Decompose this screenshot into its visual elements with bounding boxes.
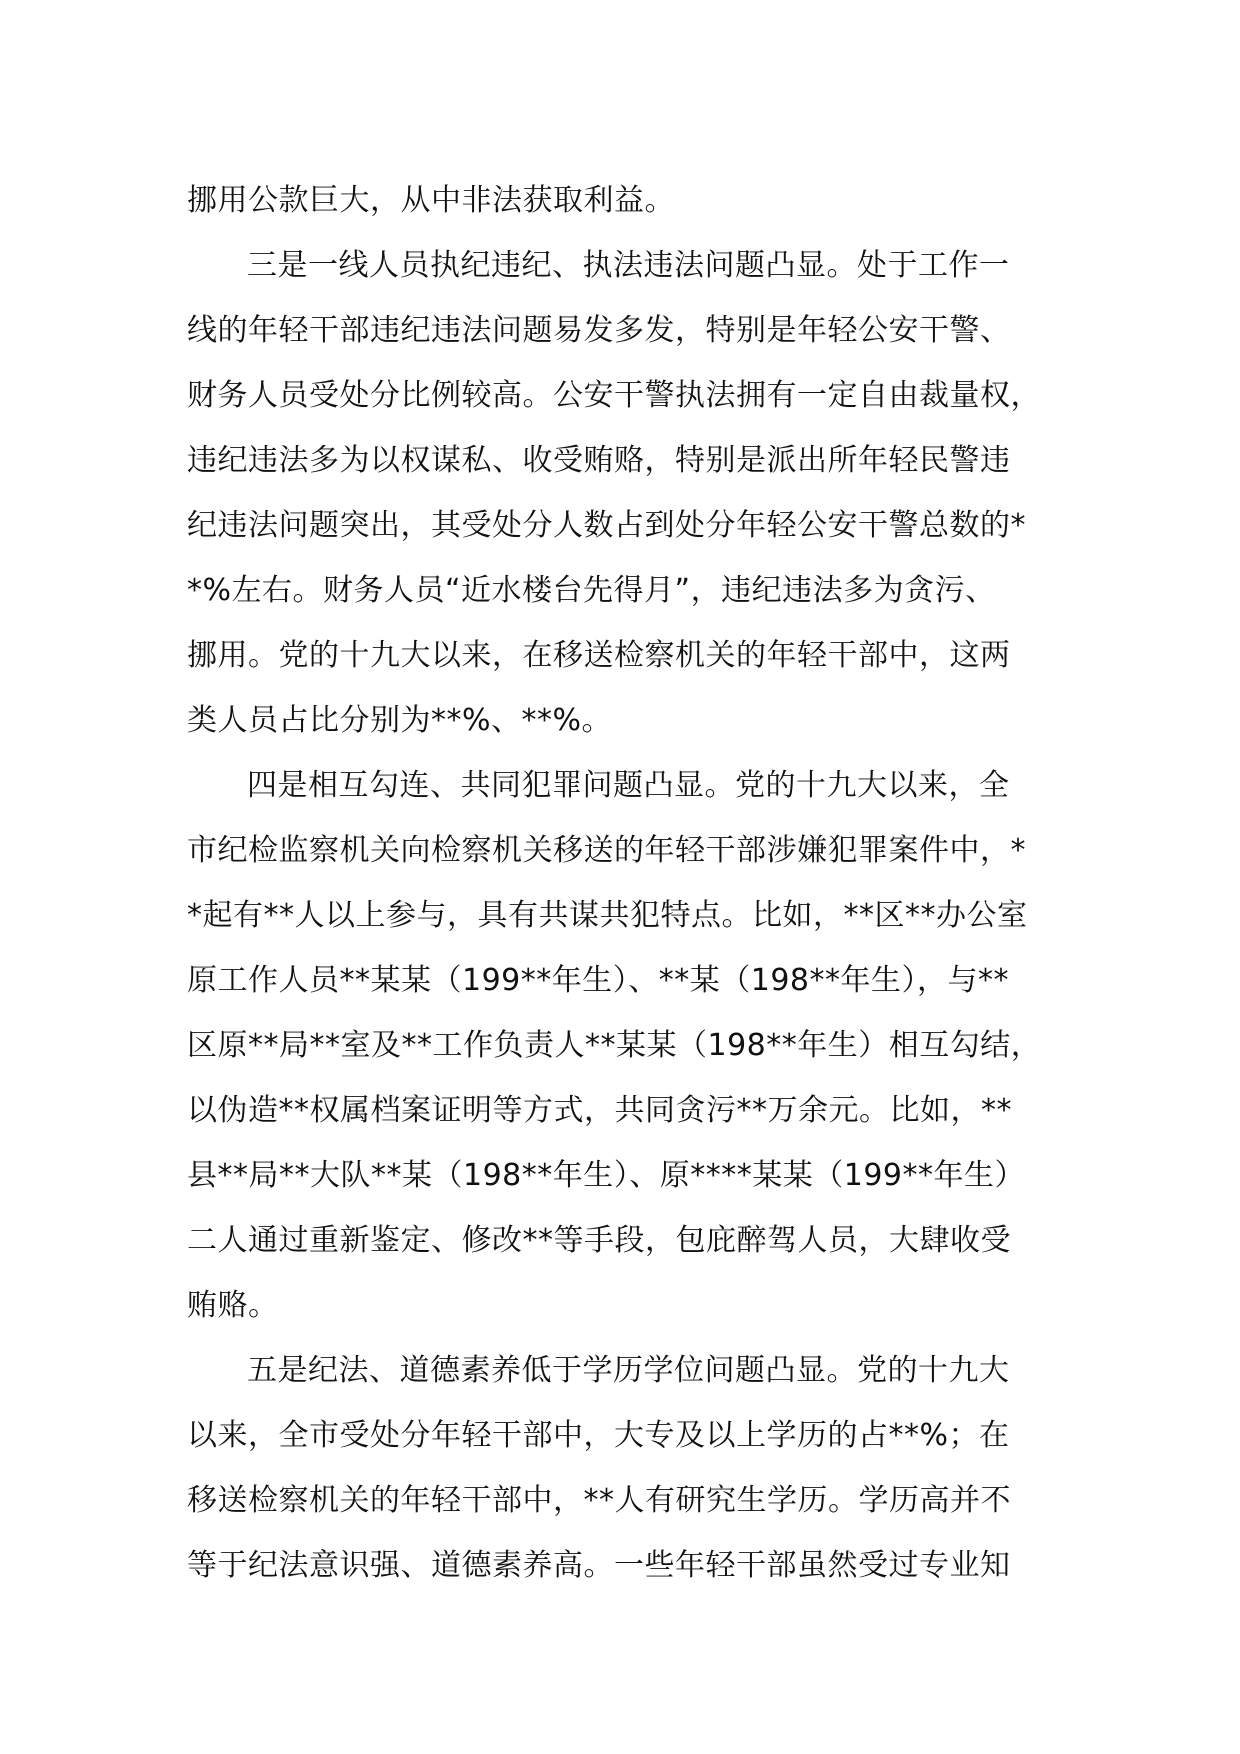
text-line: 类人员占比分别为**%、**%。 [187, 703, 613, 738]
text-line: 原工作人员**某某（199**年生）、**某（198**年生），与** [187, 963, 1010, 998]
text-line: 挪用。党的十九大以来，在移送检察机关的年轻干部中，这两 [187, 638, 1011, 673]
text-line: 违纪违法多为以权谋私、收受贿赂，特别是派出所年轻民警违 [187, 443, 1011, 478]
text-line: *起有**人以上参与，具有共谋共犯特点。比如，**区**办公室 [187, 898, 1028, 933]
text-line: 线的年轻干部违纪违法问题易发多发，特别是年轻公安干警、 [187, 313, 1011, 348]
body-text [187, 168, 1087, 1598]
text-line: 财务人员受处分比例较高。公安干警执法拥有一定自由裁量权， [187, 378, 1041, 413]
text-line: 县**局**大队**某（198**年生）、原****某某（199**年生） [187, 1158, 1026, 1193]
paragraph-first-line: 四是相互勾连、共同犯罪问题凸显。党的十九大以来，全 [247, 768, 1010, 803]
text-line: 区原**局**室及**工作负责人**某某（198**年生）相互勾结， [187, 1028, 1042, 1063]
text-line: 移送检察机关的年轻干部中，**人有研究生学历。学历高并不 [187, 1483, 1011, 1518]
text-line: 二人通过重新鉴定、修改**等手段，包庇醉驾人员，大肆收受 [187, 1223, 1011, 1258]
paragraph-first-line: 五是纪法、道德素养低于学历学位问题凸显。党的十九大 [247, 1353, 1010, 1388]
text-line: 纪违法问题突出，其受处分人数占到处分年轻公安干警总数的* [187, 508, 1026, 543]
text-line: 市纪检监察机关向检察机关移送的年轻干部涉嫌犯罪案件中，* [187, 833, 1026, 868]
paragraph-first-line: 三是一线人员执纪违纪、执法违法问题凸显。处于工作一 [247, 248, 1010, 283]
text-line: 以伪造**权属档案证明等方式，共同贪污**万余元。比如，** [187, 1093, 1012, 1128]
text-line: *%左右。财务人员“近水楼台先得月”，违纪违法多为贪污、 [187, 573, 996, 608]
text-line: 以来，全市受处分年轻干部中，大专及以上学历的占**%；在 [187, 1418, 1010, 1453]
text-line: 贿赂。 [187, 1288, 279, 1323]
text-line: 等于纪法意识强、道德素养高。一些年轻干部虽然受过专业知 [187, 1548, 1011, 1583]
text-line: 挪用公款巨大，从中非法获取利益。 [187, 183, 675, 218]
